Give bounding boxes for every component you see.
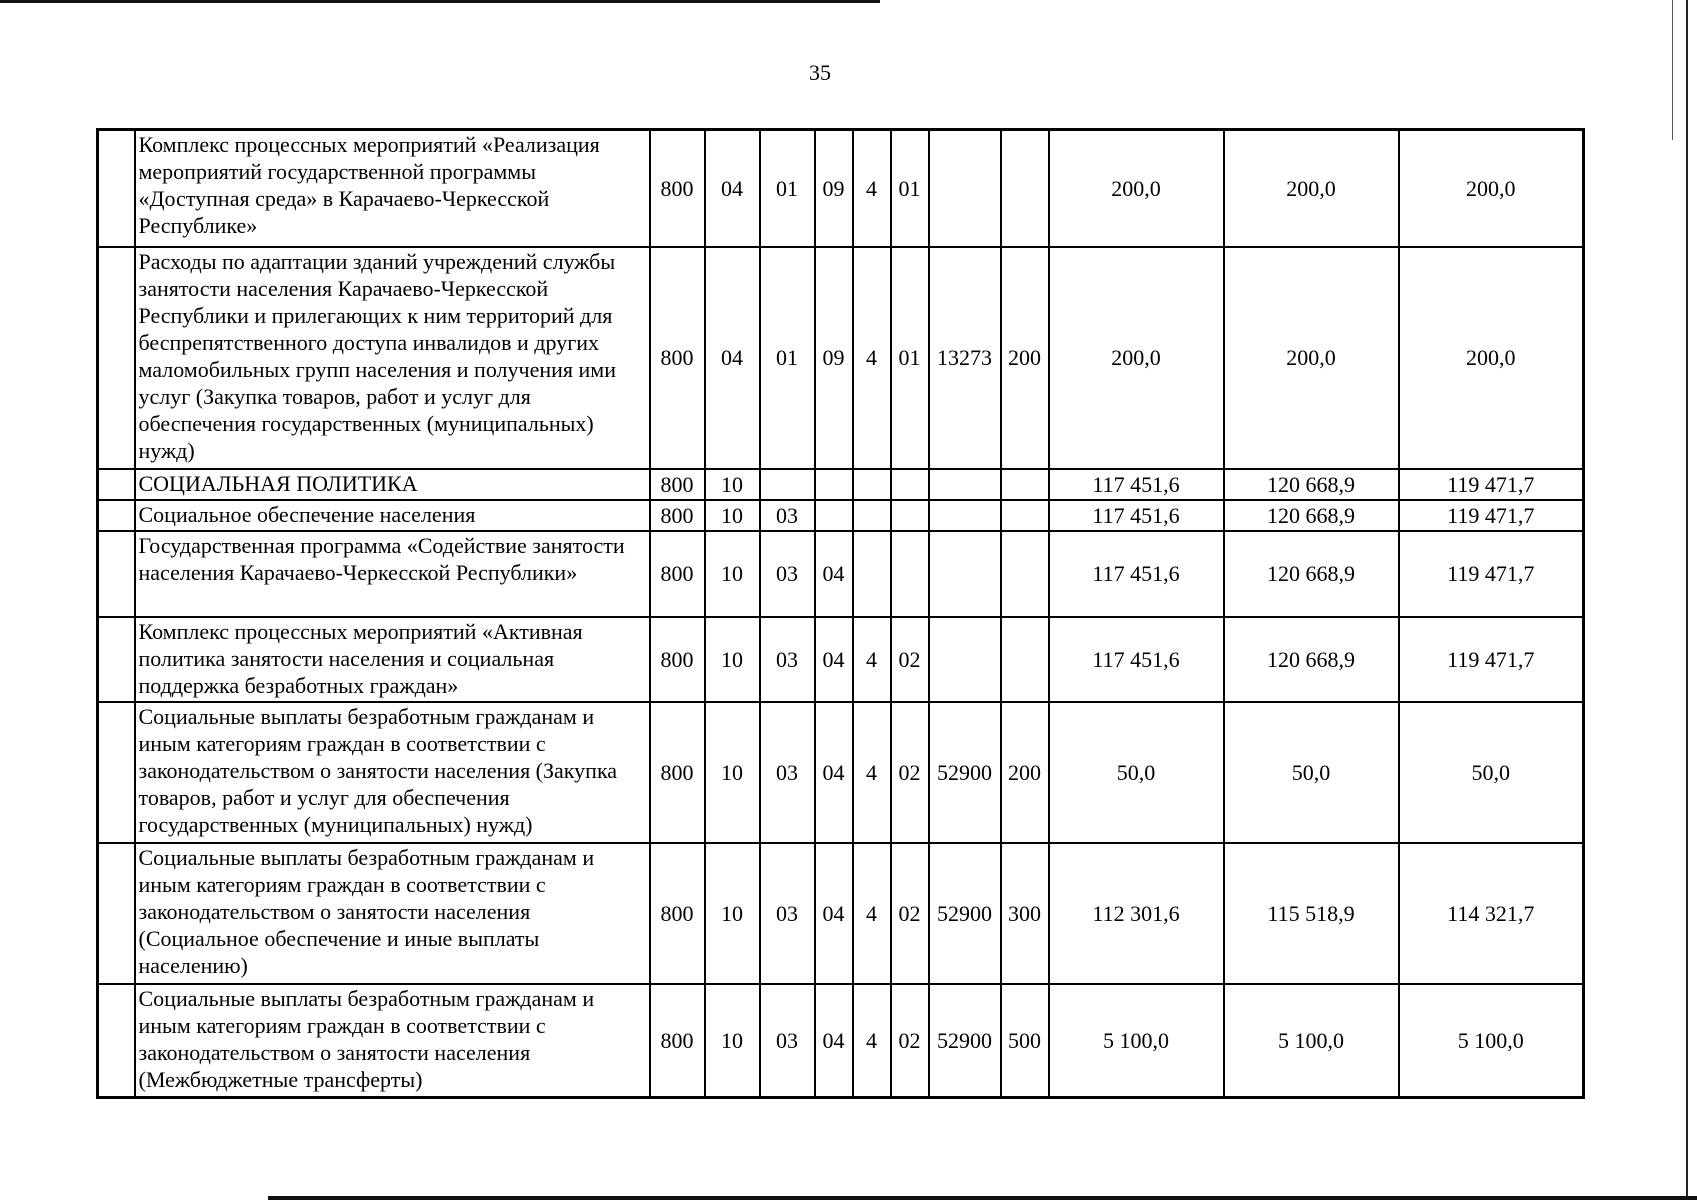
code-cell: 04: [815, 702, 853, 843]
scan-edge-right: [1686, 0, 1688, 1200]
row-index-cell: [98, 469, 135, 500]
code-cell: 09: [815, 247, 853, 469]
code-cell: [1001, 531, 1049, 617]
amount-cell: 114 321,7: [1399, 843, 1584, 984]
code-cell: 200: [1001, 702, 1049, 843]
amount-cell: 200,0: [1049, 130, 1224, 247]
row-name: Социальное обеспечение населения: [135, 500, 650, 531]
code-cell: 800: [650, 702, 705, 843]
code-cell: [853, 531, 891, 617]
row-index-cell: [98, 843, 135, 984]
code-cell: 01: [891, 130, 929, 247]
code-cell: 03: [760, 617, 815, 702]
row-index-cell: [98, 531, 135, 617]
code-cell: 10: [705, 984, 760, 1098]
code-cell: 4: [853, 130, 891, 247]
table-row: [98, 500, 1584, 531]
row-index-cell: [98, 247, 135, 469]
code-cell: [1001, 469, 1049, 500]
amount-cell: 50,0: [1399, 702, 1584, 843]
amount-cell: 200,0: [1049, 247, 1224, 469]
amount-cell: 5 100,0: [1224, 984, 1399, 1098]
scan-edge-top: [0, 0, 880, 3]
amount-cell: 117 451,6: [1049, 617, 1224, 702]
amount-cell: 119 471,7: [1399, 617, 1584, 702]
amount-cell: 112 301,6: [1049, 843, 1224, 984]
code-cell: 10: [705, 617, 760, 702]
code-cell: 800: [650, 130, 705, 247]
code-cell: 02: [891, 617, 929, 702]
code-cell: [815, 500, 853, 531]
amount-cell: 5 100,0: [1049, 984, 1224, 1098]
code-cell: 800: [650, 843, 705, 984]
code-cell: 10: [705, 531, 760, 617]
amount-cell: 120 668,9: [1224, 617, 1399, 702]
amount-cell: 115 518,9: [1224, 843, 1399, 984]
code-cell: 01: [760, 130, 815, 247]
code-cell: 4: [853, 617, 891, 702]
code-cell: 500: [1001, 984, 1049, 1098]
code-cell: [853, 500, 891, 531]
amount-cell: 119 471,7: [1399, 531, 1584, 617]
amount-cell: 119 471,7: [1399, 469, 1584, 500]
code-cell: 10: [705, 702, 760, 843]
code-cell: 200: [1001, 247, 1049, 469]
code-cell: 04: [705, 130, 760, 247]
code-cell: 01: [891, 247, 929, 469]
code-cell: [891, 500, 929, 531]
amount-cell: 119 471,7: [1399, 500, 1584, 531]
amount-cell: 200,0: [1224, 130, 1399, 247]
amount-cell: 120 668,9: [1224, 500, 1399, 531]
row-name: Комплекс процессных мероприятий «Активная политика занятости населения и социальная поддержка безработных граждан»: [135, 617, 650, 702]
scan-edge-bottom: [268, 1196, 1697, 1200]
code-cell: [891, 469, 929, 500]
code-cell: 52900: [929, 702, 1001, 843]
code-cell: [929, 130, 1001, 247]
amount-cell: 117 451,6: [1049, 500, 1224, 531]
code-cell: 03: [760, 531, 815, 617]
code-cell: 13273: [929, 247, 1001, 469]
code-cell: 800: [650, 617, 705, 702]
code-cell: [929, 531, 1001, 617]
row-name: СОЦИАЛЬНАЯ ПОЛИТИКА: [135, 469, 650, 500]
code-cell: 10: [705, 469, 760, 500]
code-cell: [929, 469, 1001, 500]
row-name: Комплекс процессных мероприятий «Реализация мероприятий государственной программы «Доступная среда» в Карачаево-Черкесской Республике»: [135, 130, 650, 247]
code-cell: [1001, 617, 1049, 702]
row-index-cell: [98, 500, 135, 531]
code-cell: 4: [853, 984, 891, 1098]
code-cell: 02: [891, 702, 929, 843]
amount-cell: 117 451,6: [1049, 531, 1224, 617]
row-name: Социальные выплаты безработным гражданам и иным категориям граждан в соответствии с законодательством о занятости населения (Закупка товаров, работ и услуг для обеспечения государственных (муниципальных) нужд): [135, 702, 650, 843]
code-cell: 02: [891, 984, 929, 1098]
code-cell: 03: [760, 500, 815, 531]
amount-cell: 117 451,6: [1049, 469, 1224, 500]
code-cell: [1001, 500, 1049, 531]
code-cell: 300: [1001, 843, 1049, 984]
page-number: 35: [809, 60, 831, 85]
row-name: Расходы по адаптации зданий учреждений службы занятости населения Карачаево-Черкесской Республики и прилегающих к ним территорий для беспрепятственного доступа инвалидов и других маломобильных групп населения и получения ими услуг (Закупка товаров, работ и услуг для обеспечения государственных (муниципальных) нужд): [135, 247, 650, 469]
code-cell: 800: [650, 247, 705, 469]
code-cell: 04: [705, 247, 760, 469]
amount-cell: 200,0: [1399, 247, 1584, 469]
row-index-cell: [98, 984, 135, 1098]
code-cell: 4: [853, 843, 891, 984]
table-row: [98, 984, 1584, 1098]
amount-cell: 120 668,9: [1224, 469, 1399, 500]
row-name: Социальные выплаты безработным гражданам и иным категориям граждан в соответствии с законодательством о занятости населения (Межбюджетные трансферты): [135, 984, 650, 1098]
code-cell: 4: [853, 702, 891, 843]
table-row: [98, 702, 1584, 843]
code-cell: [815, 469, 853, 500]
scan-edge-right-inner: [1672, 0, 1673, 140]
code-cell: 03: [760, 702, 815, 843]
table-row: [98, 469, 1584, 500]
code-cell: 800: [650, 531, 705, 617]
code-cell: [760, 469, 815, 500]
code-cell: 04: [815, 531, 853, 617]
code-cell: [1001, 130, 1049, 247]
code-cell: [891, 531, 929, 617]
row-index-cell: [98, 617, 135, 702]
code-cell: 800: [650, 500, 705, 531]
code-cell: 52900: [929, 984, 1001, 1098]
amount-cell: 120 668,9: [1224, 531, 1399, 617]
code-cell: [929, 617, 1001, 702]
code-cell: 09: [815, 130, 853, 247]
row-index-cell: [98, 130, 135, 247]
row-name: Государственная программа «Содействие занятости населения Карачаево-Черкесской Республики»: [135, 531, 650, 617]
code-cell: [929, 500, 1001, 531]
table-row: [98, 843, 1584, 984]
code-cell: 800: [650, 469, 705, 500]
code-cell: 4: [853, 247, 891, 469]
code-cell: 04: [815, 843, 853, 984]
table-row: [98, 617, 1584, 702]
code-cell: 03: [760, 843, 815, 984]
amount-cell: 200,0: [1399, 130, 1584, 247]
table-row: [98, 531, 1584, 617]
row-index-cell: [98, 702, 135, 843]
code-cell: 04: [815, 617, 853, 702]
code-cell: 10: [705, 500, 760, 531]
amount-cell: 50,0: [1049, 702, 1224, 843]
code-cell: 01: [760, 247, 815, 469]
row-name: Социальные выплаты безработным гражданам и иным категориям граждан в соответствии с законодательством о занятости населения (Социальное обеспечение и иные выплаты населению): [135, 843, 650, 984]
code-cell: 52900: [929, 843, 1001, 984]
code-cell: 800: [650, 984, 705, 1098]
amount-cell: 50,0: [1224, 702, 1399, 843]
code-cell: 04: [815, 984, 853, 1098]
amount-cell: 200,0: [1224, 247, 1399, 469]
code-cell: 03: [760, 984, 815, 1098]
budget-table: [96, 128, 1585, 1099]
amount-cell: 5 100,0: [1399, 984, 1584, 1098]
code-cell: 02: [891, 843, 929, 984]
code-cell: [853, 469, 891, 500]
code-cell: 10: [705, 843, 760, 984]
table-row: [98, 247, 1584, 469]
table-row: [98, 130, 1584, 247]
